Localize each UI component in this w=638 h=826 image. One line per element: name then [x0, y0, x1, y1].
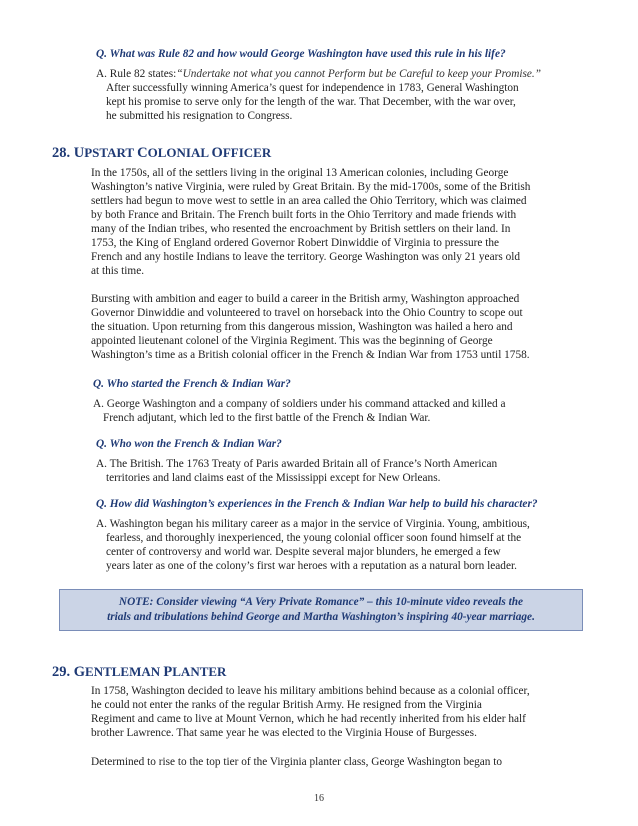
- title-initial: C: [137, 145, 148, 161]
- answer-line: A. The British. The 1763 Treaty of Paris awarded Britain all of France’s North American: [96, 458, 498, 470]
- section-28-paragraph-2: [91, 292, 597, 362]
- paragraph-line: Governor Dinwiddie and volunteered to travel on horseback into the Ohio Country to scope out: [91, 307, 523, 319]
- paragraph-line: he could not enter the ranks of the regular British Army. He resigned from the Virginia: [91, 699, 482, 711]
- paragraph-line: In 1758, Washington decided to leave his military ambitions behind because as a colonial officer,: [91, 685, 530, 697]
- who-started-question: Q. Who started the French & Indian War?: [93, 378, 291, 390]
- title-initial: P: [163, 664, 173, 680]
- rule82-answer-line: kept his promise to serve only for the length of the war. That December, with the war over,: [106, 96, 516, 108]
- section-29-heading: [52, 664, 226, 681]
- who-started-answer: [93, 397, 505, 425]
- note-line: NOTE: Consider viewing “A Very Private Romance” – this 10-minute video reveals the: [118, 596, 524, 608]
- answer-line: years later as one of the colony’s first war heroes with a reputation as a natural born leader.: [106, 560, 517, 572]
- section-number: 29.: [52, 664, 74, 680]
- section-29-paragraph-2: [91, 755, 597, 769]
- paragraph-line: Washington’s time as a British colonial officer in the French & Indian War from 1753 until 1758.: [91, 349, 530, 361]
- rule82-question: Q. What was Rule 82 and how would George Washington have used this rule in his life?: [96, 48, 506, 60]
- answer-line: A. George Washington and a company of soldiers under his command attacked and killed a: [93, 398, 506, 410]
- paragraph-line: the situation. Upon returning from this dangerous mission, Washington was hailed a hero and: [91, 321, 513, 333]
- page-number: 16: [314, 793, 324, 804]
- title-rest: ENTLEMAN: [85, 664, 164, 679]
- section-number: 28.: [52, 145, 74, 161]
- paragraph-line: settlers had begun to move west to settle in an area called the Ohio Territory, which was claimed: [91, 195, 527, 207]
- section-29-paragraph-1: [91, 684, 597, 740]
- paragraph-line: appointed lieutenant colonel of the Virginia Regiment. This was the beginning of George: [91, 335, 493, 347]
- note-line: trials and tribulations behind George and Martha Washington’s inspiring 40-year marriage.: [107, 611, 535, 623]
- paragraph-line: Washington’s native Virginia, were ruled by Great Britain. By the mid-1700s, some of the British: [91, 181, 531, 193]
- character-question: Q. How did Washington’s experiences in the French & Indian War help to build his character?: [96, 498, 538, 510]
- character-answer: [96, 517, 530, 573]
- answer-line: French adjutant, which led to the first battle of the French & Indian War.: [103, 412, 431, 424]
- rule82-answer-line: After successfully winning America’s quest for independence in 1783, General Washington: [106, 82, 519, 94]
- video-note-box: [59, 589, 583, 631]
- paragraph-line: many of the Indian tribes, who resented the encroachment by British settlers on their land. In: [91, 223, 511, 235]
- section-28-heading: [52, 145, 271, 162]
- answer-prefix: A. Rule 82 states:: [96, 68, 177, 80]
- paragraph-line: French and any hostile Indians to leave the territory. George Washington was only 21 years old: [91, 251, 520, 263]
- who-won-question: Q. Who won the French & Indian War?: [96, 438, 282, 450]
- rule82-answer-line: [96, 67, 541, 81]
- rule82-quote: “Undertake not what you cannot Perform but be Careful to keep your Promise.”: [176, 68, 542, 80]
- title-rest: FFICER: [222, 145, 272, 160]
- answer-line: center of controversy and world war. Despite several major blunders, he emerged a few: [106, 546, 501, 558]
- title-initial: G: [73, 664, 86, 680]
- paragraph-line: Bursting with ambition and eager to build a career in the British army, Washington approached: [91, 293, 520, 305]
- answer-line: A. Washington began his military career as a major in the service of Virginia. Young, ambitious,: [96, 518, 530, 530]
- title-rest: LANTER: [172, 664, 227, 679]
- title-initial: U: [73, 145, 85, 161]
- rule82-answer-line: he submitted his resignation to Congress.: [106, 110, 293, 122]
- section-28-paragraph-1: [91, 166, 597, 278]
- paragraph-line: In the 1750s, all of the settlers living in the original 13 American colonies, including George: [91, 167, 509, 179]
- rule82-answer: [96, 67, 541, 123]
- paragraph-line: Determined to rise to the top tier of the Virginia planter class, George Washington began to: [91, 756, 503, 768]
- title-rest: PSTART: [84, 145, 138, 160]
- title-rest: OLONIAL: [147, 145, 212, 160]
- paragraph-line: brother Lawrence. That same year he was elected to the Virginia House of Burgesses.: [91, 727, 477, 739]
- paragraph-line: 1753, the King of England ordered Governor Robert Dinwiddie of Virginia to pressure the: [91, 237, 500, 249]
- title-initial: O: [211, 145, 223, 161]
- paragraph-line: at this time.: [91, 265, 145, 277]
- paragraph-line: by both France and Britain. The French built forts in the Ohio Territory and made friends with: [91, 209, 517, 221]
- answer-line: fearless, and thoroughly inexperienced, the young colonial officer soon found himself at the: [106, 532, 522, 544]
- who-won-answer: [96, 457, 497, 485]
- answer-line: territories and land claims east of the Mississippi except for New Orleans.: [106, 472, 441, 484]
- paragraph-line: Regiment and came to live at Mount Vernon, which he had recently inherited from his elder half: [91, 713, 526, 725]
